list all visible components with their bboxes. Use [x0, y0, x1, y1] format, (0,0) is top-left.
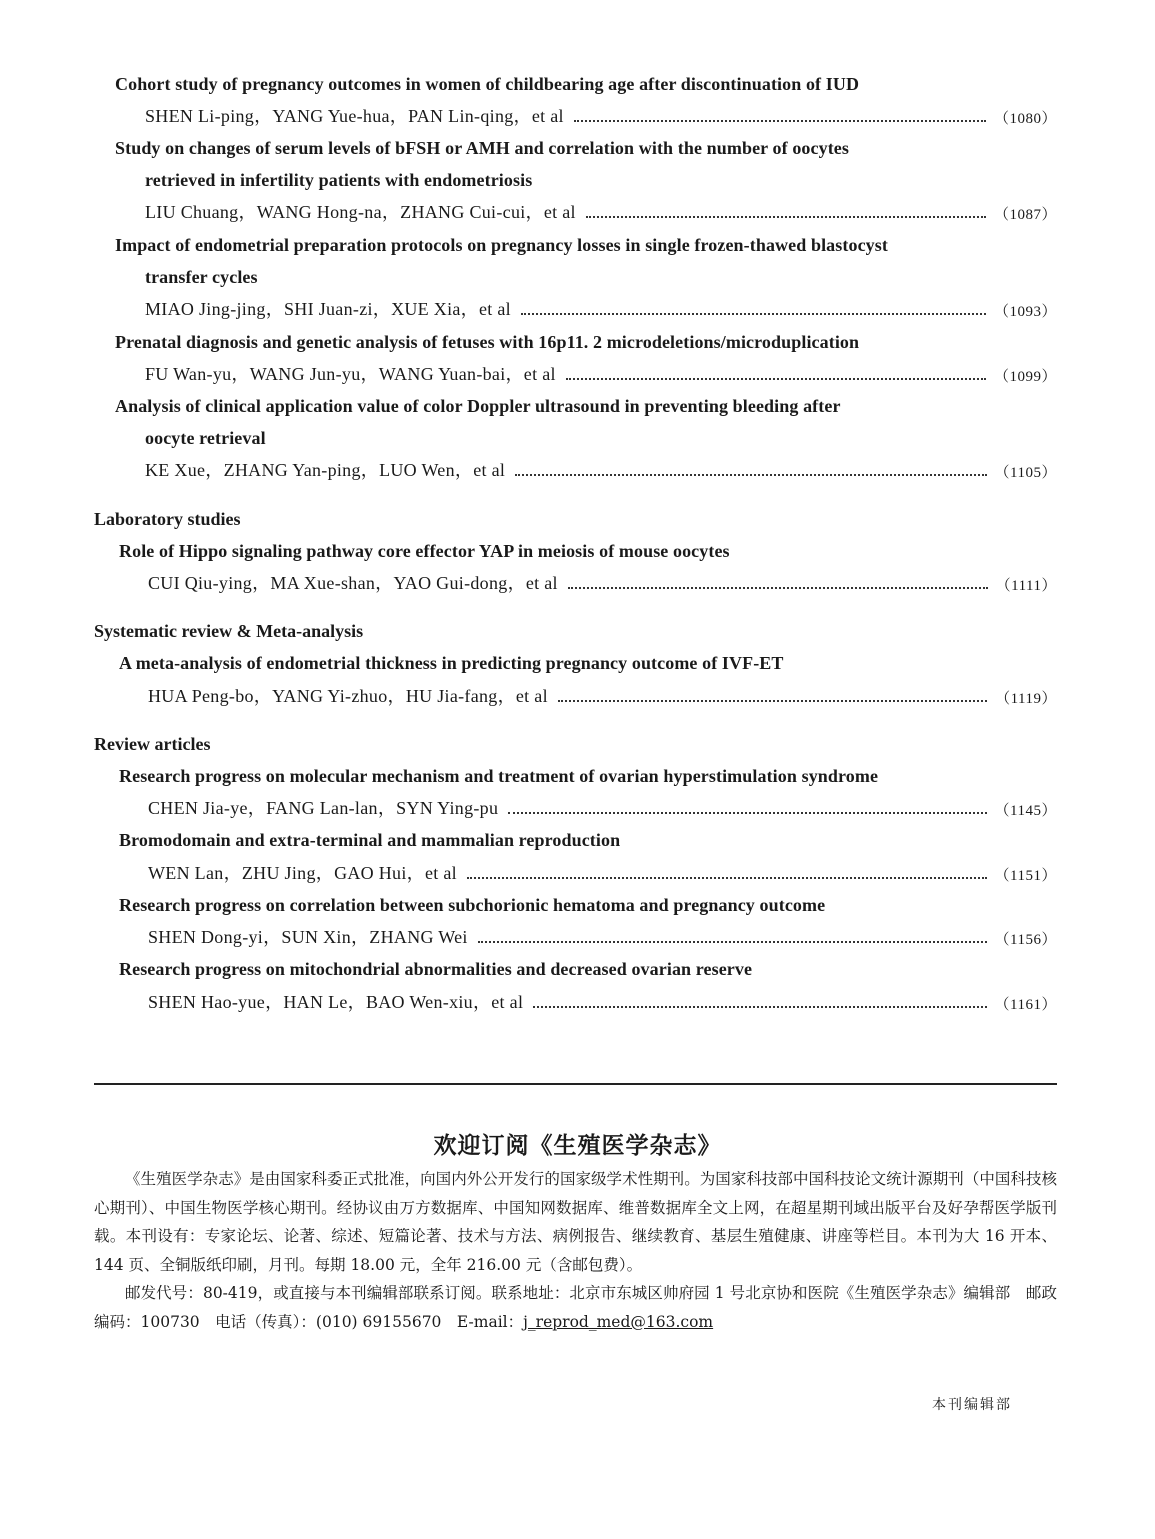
article-title: Research progress on mitochondrial abnormalities and decreased ovarian reserve [119, 959, 753, 979]
page-number: （1080） [993, 111, 1057, 127]
article-author-line [145, 200, 1057, 224]
page-number: （1151） [994, 868, 1057, 884]
article-authors: CHEN Jia-ye，FANG Lan-lan，SYN Ying-pu [148, 798, 499, 818]
section-heading: Review articles [94, 734, 211, 754]
article-author-line [145, 104, 1057, 128]
page-number: （1105） [994, 465, 1057, 481]
article-title: Bromodomain and extra-terminal and mammalian reproduction [119, 830, 621, 850]
page-number: （1111） [995, 578, 1057, 594]
article-authors: SHEN Li-ping，YANG Yue-hua，PAN Lin-qing，et al [145, 106, 564, 126]
dot-leader [508, 812, 986, 814]
dot-leader [478, 941, 987, 943]
dot-leader [533, 1006, 986, 1008]
article-author-line [148, 796, 1057, 820]
section-heading: Laboratory studies [94, 509, 241, 529]
article-author-line [145, 297, 1057, 321]
dot-leader [467, 877, 987, 879]
notice-paragraph: 《生殖医学杂志》是由国家科委正式批准，向国内外公开发行的国家级学术性期刊。为国家科技部中国科技论文统计源期刊（中国科技核心期刊）、中国生物医学核心期刊。经协议由万方数据库、中国知网数据库、维普数据库全文上网，在超星期刊域出版平台及好孕帮医学版刊载。本刊设有：专家论坛、论著、综述、短篇论著、技术与方法、病例报告、继续教育、基层生殖健康、讲座等栏目。本刊为大 16 开本、144 页、全铜版纸印刷，月刊。每期 18.00 元，全年 216.00 元（含邮包费）。 [94, 1170, 1057, 1274]
article-title: Research progress on correlation between subchorionic hematoma and pregnancy outcome [119, 895, 826, 915]
article-title: Prenatal diagnosis and genetic analysis of fetuses with 16p11. 2 microdeletions/microduplication [115, 332, 860, 352]
article-title: Role of Hippo signaling pathway core effector YAP in meiosis of mouse oocytes [119, 541, 730, 561]
page-number: （1119） [995, 691, 1057, 707]
article-authors: MIAO Jing-jing，SHI Juan-zi，XUE Xia，et al [145, 299, 511, 319]
article-authors: KE Xue，ZHANG Yan-ping，LUO Wen，et al [145, 460, 506, 480]
contact-text: 邮发代号：80-419，或直接与本刊编辑部联系订阅。联系地址：北京市东城区帅府园 1 号北京协和医院《生殖医学杂志》编辑部 邮政编码：100730 电话（传真）：(010) 69155670 E-mail： [94, 1284, 1057, 1331]
subscription-notice-title: 欢迎订阅《生殖医学杂志》 [433, 1133, 722, 1159]
page-number: （1161） [994, 997, 1057, 1013]
article-author-line [148, 861, 1057, 885]
article-title: A meta-analysis of endometrial thickness in predicting pregnancy outcome of IVF-ET [119, 653, 784, 673]
dot-leader [566, 378, 986, 380]
article-authors: FU Wan-yu，WANG Jun-yu，WANG Yuan-bai，et al [145, 364, 556, 384]
article-title-continued: retrieved in infertility patients with endometriosis [145, 170, 533, 190]
page-number: （1093） [993, 304, 1057, 320]
article-authors: SHEN Hao-yue，HAN Le，BAO Wen-xiu，et al [148, 992, 524, 1012]
article-title-continued: oocyte retrieval [145, 428, 266, 448]
article-author-line [145, 362, 1057, 386]
dot-leader [586, 216, 986, 218]
article-title: Study on changes of serum levels of bFSH or AMH and correlation with the number of oocytes [115, 138, 849, 158]
notice-contact-paragraph [94, 1279, 1057, 1336]
page-number: （1087） [993, 207, 1057, 223]
page-number: （1145） [994, 803, 1057, 819]
dot-leader [521, 313, 986, 315]
article-authors: HUA Peng-bo，YANG Yi-zhuo，HU Jia-fang，et al [148, 686, 548, 706]
article-author-line [148, 925, 1057, 949]
section-heading: Systematic review & Meta-analysis [94, 621, 364, 641]
article-author-line [148, 990, 1057, 1014]
email-link[interactable]: j_reprod_med@163.com [523, 1312, 714, 1331]
dot-leader [574, 120, 986, 122]
article-authors: CUI Qiu-ying，MA Xue-shan，YAO Gui-dong，et al [148, 573, 558, 593]
article-author-line [148, 684, 1057, 708]
article-title: Impact of endometrial preparation protocols on pregnancy losses in single frozen-thawed blastocyst [115, 235, 888, 255]
article-authors: WEN Lan，ZHU Jing，GAO Hui，et al [148, 863, 457, 883]
section-divider [94, 1083, 1057, 1085]
article-title: Analysis of clinical application value of color Doppler ultrasound in preventing bleeding after [115, 396, 841, 416]
article-title: Cohort study of pregnancy outcomes in women of childbearing age after discontinuation of IUD [115, 74, 860, 94]
page-number: （1099） [993, 369, 1057, 385]
article-author-line [148, 571, 1057, 595]
dot-leader [568, 587, 988, 589]
article-title: Research progress on molecular mechanism and treatment of ovarian hyperstimulation syndrome [119, 766, 879, 786]
page-number: （1156） [994, 932, 1057, 948]
dot-leader [515, 474, 986, 476]
article-authors: SHEN Dong-yi，SUN Xin，ZHANG Wei [148, 927, 468, 947]
subscription-notice-body [94, 1165, 1057, 1336]
article-title-continued: transfer cycles [145, 267, 258, 287]
article-authors: LIU Chuang，WANG Hong-na，ZHANG Cui-cui，et al [145, 202, 576, 222]
article-author-line [145, 458, 1057, 482]
dot-leader [558, 700, 987, 702]
editorial-signature: 本刊编辑部 [932, 1397, 1012, 1413]
